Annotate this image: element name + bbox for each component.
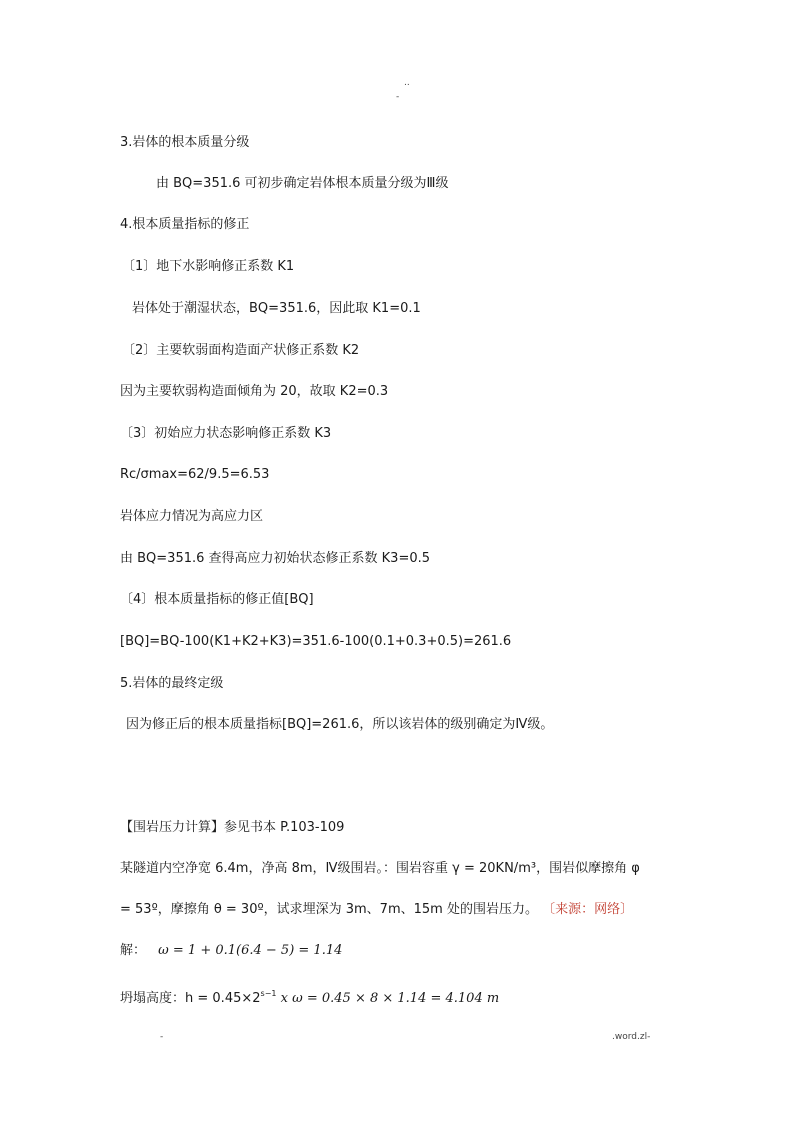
height-formula-a: h = 0.45×2 <box>185 991 261 1006</box>
section5-text: 因为修正后的根本质量指标[BQ]=261.6，所以该岩体的级别确定为Ⅳ级。 <box>126 717 554 732</box>
item3-state: 岩体应力情况为高应力区 <box>120 509 264 524</box>
height-exponent: s−1 <box>260 989 277 998</box>
solution-line <box>120 942 342 960</box>
item3-result: 由 BQ=351.6 查得高应力初始状态修正系数 K3=0.5 <box>120 551 431 566</box>
problem-line1: 某隧道内空净宽 6.4m，净高 8m，Ⅳ级围岩。：围岩容重 γ = 20KN/m³，围岩似摩擦角 φ <box>120 861 640 876</box>
footer-right: .word.zl- <box>612 1032 651 1042</box>
section5-heading: 5.岩体的最终定级 <box>120 676 224 691</box>
header-dots: .. <box>404 78 410 88</box>
header-dash: - <box>396 92 400 102</box>
problem-line2-text: = 53º，摩擦角 θ = 30º，试求埋深为 3m、7m、15m 处的围岩压力。 <box>120 902 538 917</box>
item2-title: 〔2〕主要软弱面构造面产状修正系数 K2 <box>122 343 360 358</box>
footer-left: - <box>160 1032 164 1042</box>
height-line <box>120 985 499 1008</box>
omega-formula: ω = 1 + 0.1(6.4 − 5) = 1.14 <box>158 943 343 958</box>
item2-text: 因为主要软弱构造面倾角为 20，故取 K2=0.3 <box>120 384 389 399</box>
item4-formula: [BQ]=BQ-100(K1+K2+K3)=351.6-100(0.1+0.3+0.5)=261.6 <box>120 634 512 649</box>
height-label: 坍塌高度： <box>120 991 186 1006</box>
item4-title: 〔4〕根本质量指标的修正值[BQ] <box>120 592 314 607</box>
height-formula-b: x ω = 0.45 × 8 × 1.14 = 4.104 m <box>280 991 500 1006</box>
section3-heading: 3.岩体的根本质量分级 <box>120 135 250 150</box>
item1-text: 岩体处于潮湿状态，BQ=351.6，因此取 K1=0.1 <box>132 301 421 316</box>
solution-label: 解： <box>120 943 147 958</box>
source-note: 〔来源：网络〕 <box>542 902 634 917</box>
item3-title: 〔3〕初始应力状态影响修正系数 K3 <box>120 426 332 441</box>
section3-text: 由 BQ=351.6 可初步确定岩体根本质量分级为Ⅲ级 <box>156 176 449 191</box>
item1-title: 〔1〕地下水影响修正系数 K1 <box>122 259 295 274</box>
section4-heading: 4.根本质量指标的修正 <box>120 217 250 232</box>
problem-line2 <box>120 901 633 919</box>
pressure-heading: 【围岩压力计算】参见书本 P.103-109 <box>120 820 345 835</box>
item3-ratio: Rc/σmax=62/9.5=6.53 <box>120 467 270 482</box>
